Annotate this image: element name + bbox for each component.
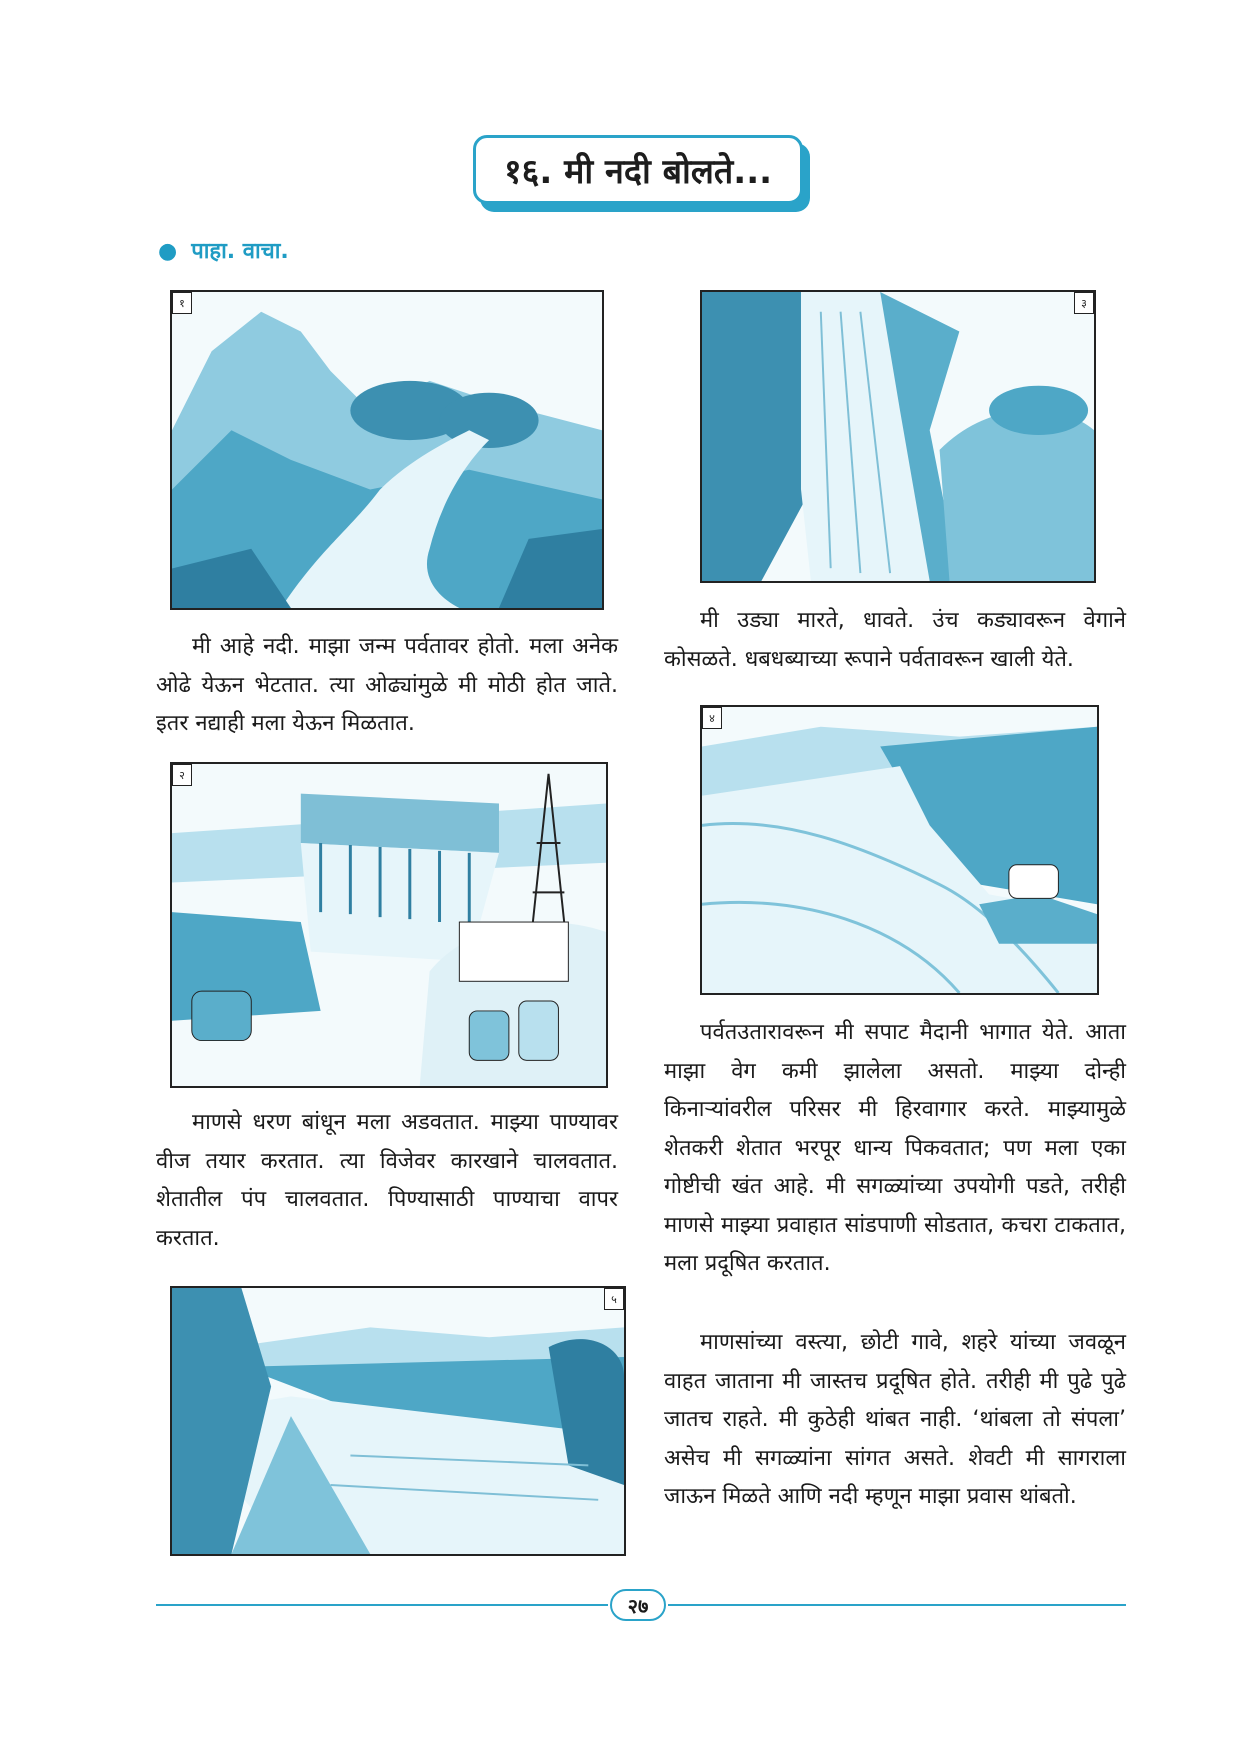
lesson-title: १६. मी नदी बोलते... xyxy=(473,135,803,204)
picture-number: २ xyxy=(172,764,192,786)
page-number: २७ xyxy=(610,1589,666,1621)
paragraph-river-birth: मी आहे नदी. माझा जन्म पर्वतावर होतो. मला अनेक ओढे येऊन भेटतात. त्या ओढ्यांमुळे मी मोठी होत जाते. इतर नद्याही मला येऊन मिळतात. xyxy=(156,634,618,736)
picture-river-valley xyxy=(170,1286,626,1556)
picture-dam xyxy=(170,762,608,1088)
paragraph-plains: पर्वतउतारावरून मी सपाट मैदानी भागात येते. आता माझा वेग कमी झालेला असतो. माझ्या दोन्ही किनाऱ्यांवरील परिसर मी हिरवागार करते. माझ्यामुळे शेतकरी शेतात भरपूर धान्य पिकवतात; पण मला एका गोष्टीची खंत आहे. मी सगळ्यांच्या उपयोगी पडते, तरीही माणसे माझ्या प्रवाहात सांडपाणी सोडतात, कचरा टाकतात, मला प्रदूषित करतात. xyxy=(664,1020,1126,1276)
paragraph-waterfall: मी उड्या मारते, धावते. उंच कड्यावरून वेगाने कोसळते. धबधब्याच्या रूपाने पर्वतावरून खाली येते. xyxy=(664,608,1126,672)
picture-mountain-stream xyxy=(170,290,604,610)
paragraph-dam: माणसे धरण बांधून मला अडवतात. माझ्या पाण्यावर वीज तयार करतात. त्या विजेवर कारखाने चालवतात. शेतातील पंप चालवतात. पिण्यासाठी पाण्याचा वापर करतात. xyxy=(156,1110,618,1251)
section-label-text: पाहा. वाचा. xyxy=(191,239,289,264)
picture-number: ३ xyxy=(1074,292,1094,314)
footer-rule-left xyxy=(156,1604,608,1606)
picture-number: १ xyxy=(172,292,192,314)
paragraph-journey-end: माणसांच्या वस्त्या, छोटी गावे, शहरे यांच्या जवळून वाहत जाताना मी जास्तच प्रदूषित होते. तरीही मी पुढे पुढे जातच राहते. मी कुठेही थांबत नाही. ‘थांबला तो संपला’ असेच मी सगळ्यांना सांगत असते. शेवटी मी सागराला जाऊन मिळते आणि नदी म्हणून माझा प्रवास थांबतो. xyxy=(664,1330,1126,1509)
picture-number: ५ xyxy=(604,1288,624,1310)
bullet-icon: ● xyxy=(158,239,178,264)
picture-number: ४ xyxy=(702,707,722,729)
picture-plains xyxy=(700,705,1099,995)
picture-waterfall xyxy=(700,290,1096,583)
footer-rule-right xyxy=(668,1604,1126,1606)
section-label xyxy=(158,235,289,265)
